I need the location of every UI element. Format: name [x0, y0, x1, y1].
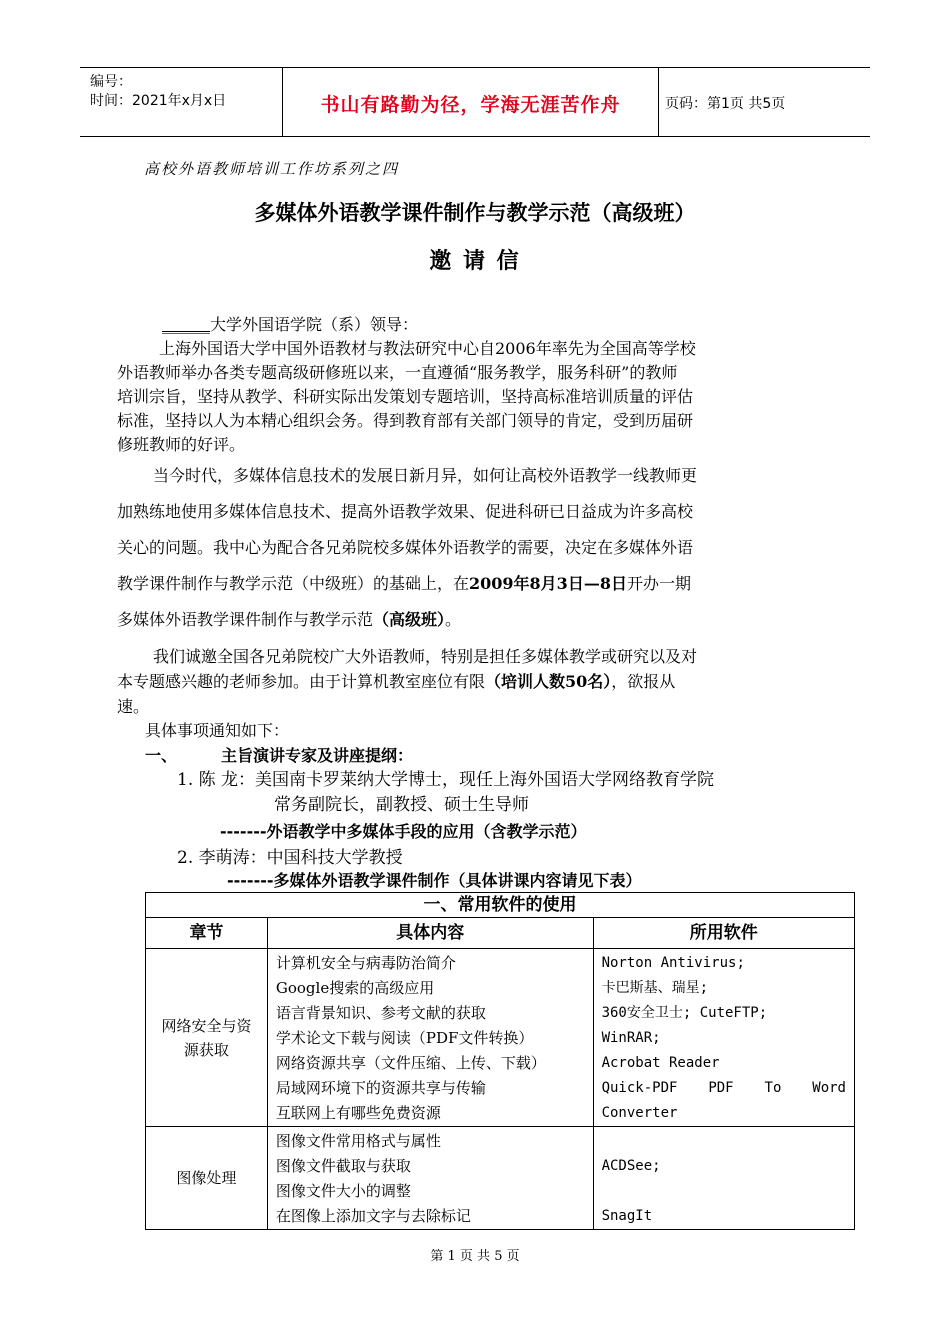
content-item: 计算机安全与病毒防治简介	[275, 954, 456, 972]
para3-text: ，欲报从	[611, 672, 676, 691]
table-section-title: 一、常用软件的使用	[146, 893, 855, 918]
speaker-1	[177, 768, 827, 818]
table-section-row	[146, 893, 855, 918]
section-1-number: 一、	[145, 746, 178, 765]
software-item	[602, 1129, 846, 1154]
para2-line: 关心的问题。我中心为配合各兄弟院校多媒体外语教学的需要，决定在多媒体外语	[117, 538, 694, 557]
content-item: 图像文件大小的调整	[275, 1182, 411, 1200]
software-table	[145, 892, 855, 1230]
content-item: 学术论文下载与阅读（PDF文件转换）	[275, 1029, 534, 1047]
time-label: 时间：2021年x月x日	[90, 93, 227, 109]
number-label: 编号：	[90, 74, 132, 90]
page-footer: 第 1 页 共 5 页	[430, 1249, 520, 1264]
content-item: 图像文件截取与获取	[275, 1157, 411, 1175]
para2-line	[117, 566, 807, 602]
section-1-heading	[145, 743, 835, 766]
paragraph-3	[117, 644, 807, 719]
table-category-cell	[146, 949, 268, 1127]
salutation-text: 大学外国语学院（系）领导：	[210, 315, 419, 334]
para2-line	[117, 602, 807, 638]
speaker-2-topic: -------多媒体外语教学课件制作（具体讲课内容请见下表）	[227, 871, 642, 890]
para3-text: 本专题感兴趣的老师参加。由于计算机教室座位有限	[117, 672, 486, 691]
table-content-cell	[267, 1127, 593, 1230]
table-header-cell: 章节	[146, 918, 268, 949]
content-item: 在图像上添加文字与去除标记	[275, 1207, 471, 1225]
speaker-1-topic: -------外语教学中多媒体手段的应用（含教学示范）	[220, 822, 587, 841]
para1-line: 外语教师举办各类专题高级研修班以来，一直遵循“服务教学，服务科研”的教师	[117, 363, 678, 382]
motto: 书山有路勤为径，学海无涯苦作舟	[320, 94, 621, 116]
software-word: PDF	[708, 1080, 734, 1096]
software-item: WinRAR;	[601, 1030, 661, 1046]
table-software-cell	[593, 1127, 854, 1230]
para1-line: 上海外国语大学中国外语教材与教法研究中心自2006年率先为全国高等学校	[159, 339, 696, 358]
paragraph-1	[117, 337, 807, 457]
para3-line	[117, 669, 807, 694]
salutation-blank: ______	[162, 315, 210, 334]
para1-line: 标准，坚持以人为本精心组织会务。得到教育部有关部门领导的肯定，受到历届研	[117, 411, 694, 430]
software-item	[602, 1179, 846, 1204]
doc-title: 多媒体外语教学课件制作与教学示范（高级班）	[254, 201, 696, 225]
content-item: 网络资源共享（文件压缩、上传、下载）	[275, 1054, 546, 1072]
software-item: ACDSee;	[601, 1158, 661, 1174]
paragraph-2	[117, 458, 807, 638]
table-category-cell: 图像处理	[146, 1127, 268, 1230]
software-word: Quick-PDF	[601, 1080, 678, 1096]
software-word: Word	[812, 1080, 846, 1096]
series-label: 高校外语教师培训工作坊系列之四	[144, 160, 400, 178]
speaker-2-line1: 2. 李萌涛：中国科技大学教授	[177, 848, 403, 868]
header-motto-cell	[282, 68, 659, 136]
software-item: 360安全卫士; CuteFTP;	[601, 1005, 768, 1021]
table-software-cell	[593, 949, 854, 1127]
header-page-cell	[657, 68, 870, 136]
para2-text: 多媒体外语教学课件制作与教学示范	[117, 610, 374, 629]
software-item: 卡巴斯基、瑞星;	[601, 980, 709, 996]
para3-line: 速。	[117, 697, 150, 716]
trainee-count: （培训人数50名）	[485, 672, 612, 691]
section-1-title: 主旨演讲专家及讲座提纲：	[221, 746, 414, 765]
speaker-1-line1: 1. 陈 龙：美国南卡罗莱纳大学博士，现任上海外国语大学网络教育学院	[177, 770, 715, 790]
table-content-cell	[267, 949, 593, 1127]
table-row	[146, 1127, 855, 1230]
content-item: 图像文件常用格式与属性	[275, 1132, 441, 1150]
header-box	[80, 67, 870, 137]
para3-line: 我们诚邀全国各兄弟院校广大外语教师，特别是担任多媒体教学或研究以及对	[153, 647, 698, 666]
para2-text: 开办一期	[626, 574, 691, 593]
software-item: Norton Antivirus;	[601, 955, 745, 971]
para2-text: 。	[445, 610, 462, 629]
advanced-class: （高级班）	[373, 610, 446, 629]
software-item: SnagIt	[601, 1208, 653, 1224]
content-item: Google搜索的高级应用	[275, 979, 435, 997]
table-header-cell: 所用软件	[593, 918, 854, 949]
notice-line: 具体事项通知如下：	[145, 721, 290, 740]
para2-text: 教学课件制作与教学示范（中级班）的基础上，在	[117, 574, 470, 593]
para2-line: 加熟练地使用多媒体信息技术、提高外语教学效果、促进科研已日益成为许多高校	[117, 502, 694, 521]
speaker-1-line2: 常务副院长，副教授、硕士生导师	[274, 795, 529, 815]
salutation	[162, 312, 852, 335]
content-item: 语言背景知识、参考文献的获取	[275, 1004, 486, 1022]
para1-line: 培训宗旨，坚持从教学、科研实际出发策划专题培训，坚持高标准培训质量的评估	[117, 387, 694, 406]
header-meta	[80, 68, 282, 136]
doc-subtitle: 邀 请 信	[429, 249, 521, 274]
table-header-row	[146, 918, 855, 949]
content-item: 互联网上有哪些免费资源	[275, 1104, 441, 1122]
page-info: 页码：第1页 共5页	[665, 96, 786, 112]
software-item: Converter	[601, 1105, 678, 1121]
table-row	[146, 949, 855, 1127]
event-dates: 2009年8月3日—8日	[469, 574, 627, 593]
para1-line: 修班教师的好评。	[117, 435, 246, 454]
content-item: 局域网环境下的资源共享与传输	[275, 1079, 486, 1097]
software-word: To	[764, 1080, 782, 1096]
software-item	[602, 1076, 846, 1101]
category-network: 网络安全与资源获取	[161, 1016, 252, 1059]
software-item: Acrobat Reader	[601, 1055, 720, 1071]
table-header-cell: 具体内容	[267, 918, 593, 949]
para2-line: 当今时代，多媒体信息技术的发展日新月异，如何让高校外语教学一线教师更	[153, 466, 698, 485]
